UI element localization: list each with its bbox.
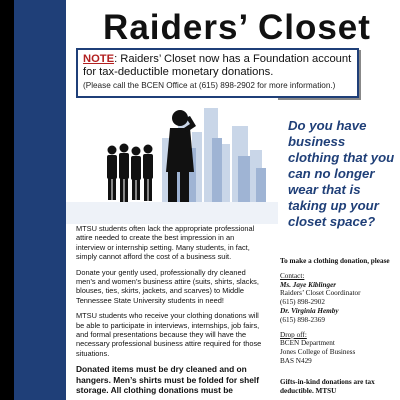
donation-info-column xyxy=(280,257,398,400)
note-subtext: (Please call the BCEN Office at (615) 898-2902 for more information.) xyxy=(83,81,336,90)
description-paragraph-2: Donate your gently used, professionally dry cleaned men’s and women’s business attire (suits, shirts, slacks, blouses, ties, skirts, jackets, and scarves) to Middle Tennessee State University students in need! xyxy=(76,267,259,305)
description-paragraph-4: Donated items must be dry cleaned and on hangers. Men’s shirts must be folded for shelf storage. All clothing donations must be xyxy=(76,364,260,396)
note-colon: : xyxy=(114,53,121,65)
note-text xyxy=(83,53,352,79)
contact-heading: Contact: xyxy=(280,271,305,280)
dropoff-heading: Drop off: xyxy=(280,330,307,339)
donation-lead: To make a clothing donation, please xyxy=(280,257,390,265)
gifts-in-kind-note: Gifts-in-kind donations are tax deductible. MTSU xyxy=(280,377,375,395)
dropoff-line-1: BCEN Department xyxy=(280,339,335,348)
contact1-phone: (615) 898-2902 xyxy=(280,298,325,307)
contact-group xyxy=(280,272,398,325)
contact1-name: Ms. Jaye Kiblinger xyxy=(280,280,337,289)
contact2-name: Dr. Virginia Hemby xyxy=(280,306,339,315)
note-message: Raiders’ Closet now has a Foundation account for tax-deductible monetary donations. xyxy=(83,53,352,78)
note-label: NOTE xyxy=(83,53,115,65)
left-black-stripe xyxy=(0,0,14,400)
contact2-phone: (615) 898-2369 xyxy=(280,315,325,324)
left-blue-stripe xyxy=(14,0,66,400)
dropoff-line-3: BAS N429 xyxy=(280,356,312,365)
dropoff-line-2: Jones College of Business xyxy=(280,348,356,357)
note-box xyxy=(76,48,359,98)
dropoff-group xyxy=(280,331,398,366)
city-silhouette-illustration xyxy=(66,98,278,224)
description-column xyxy=(76,224,264,400)
question-text: Do you have business clothing that you can no longer wear that is taking up your closet space? xyxy=(288,118,395,229)
description-paragraph-3: MTSU students who receive your clothing donations will be able to participate in interviews, internships, job fairs, and formal presentations because they will have the necessary professional business attire required for those situations. xyxy=(76,311,262,358)
contact1-role: Raiders’ Closet Coordinator xyxy=(280,289,361,298)
description-paragraph-1: MTSU students often lack the appropriate professional attire needed to create the best impression in an interview or internship setting. Many students, in fact, simply cannot afford the cost of a business suit. xyxy=(76,224,255,262)
flyer-title: Raiders’ Closet xyxy=(103,8,371,47)
